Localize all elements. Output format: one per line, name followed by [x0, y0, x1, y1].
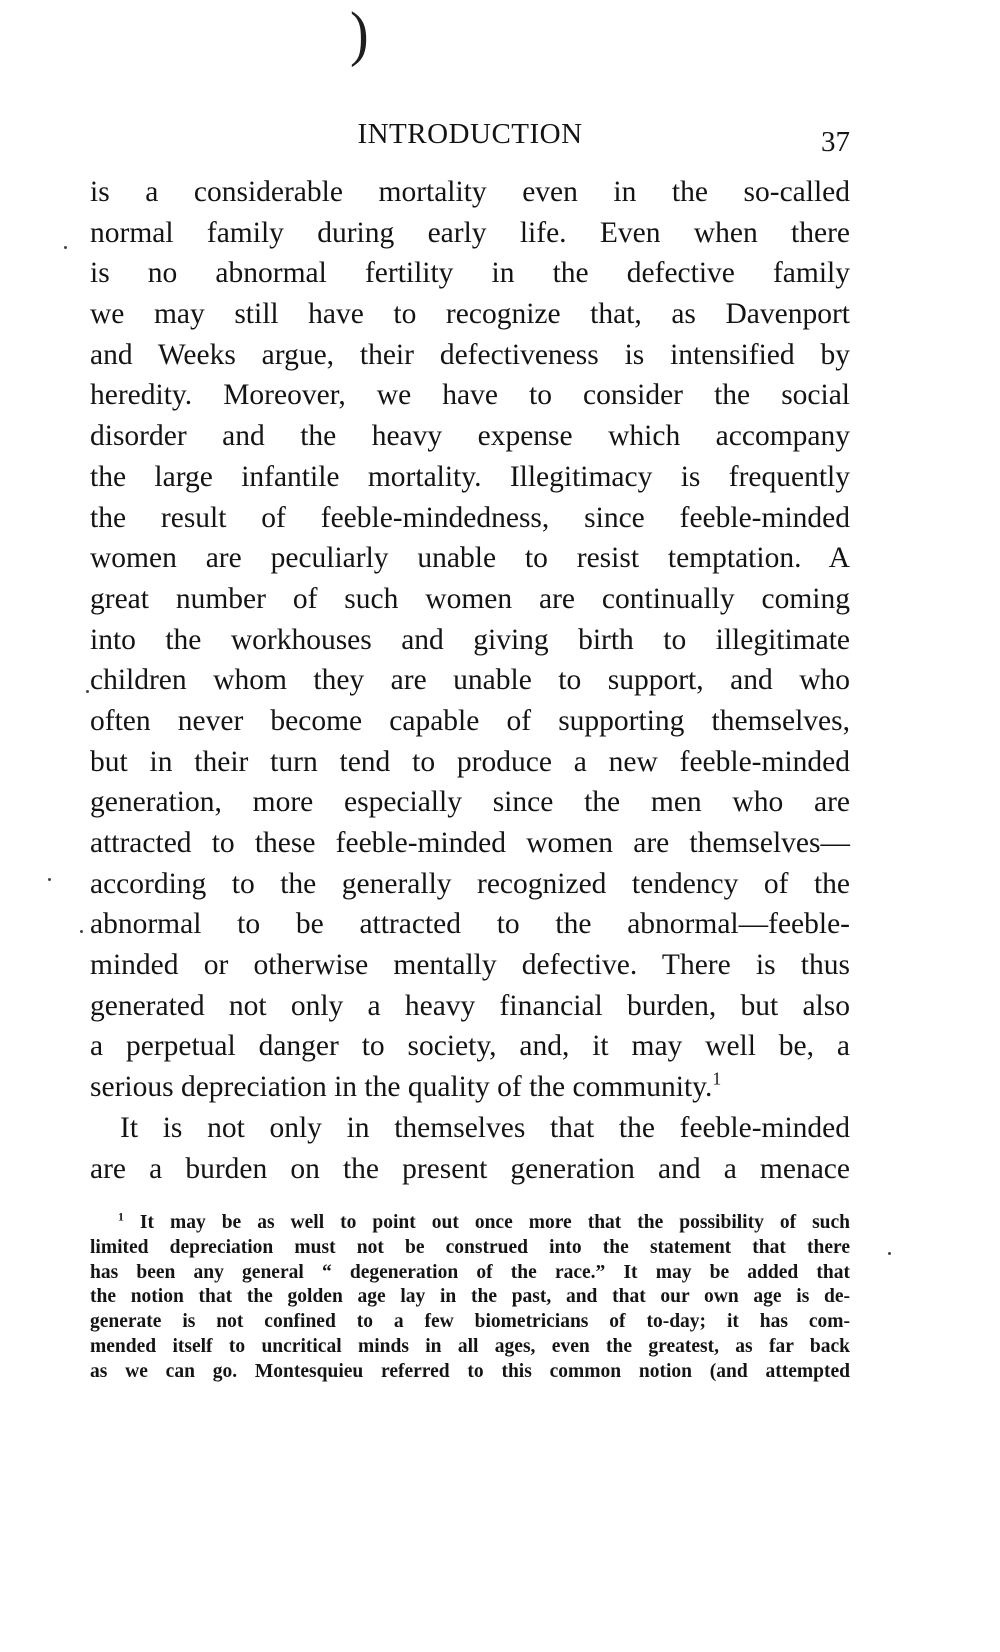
page-speck [48, 878, 51, 881]
page-speck [888, 1252, 891, 1255]
footnote-marker: 1 [118, 1210, 124, 1224]
footnote [90, 1211, 850, 1385]
body-line: It is not only in themselves that the feeble-minded [120, 1111, 850, 1144]
body-line: great number of such women are continually coming [90, 582, 850, 615]
body-line: abnormal to be attracted to the abnormal—feeble- [90, 908, 850, 941]
body-line: a perpetual danger to society, and, it may well be, a [90, 1030, 850, 1063]
page-speck [64, 246, 67, 249]
body-line: generated not only a heavy financial burden, but also [90, 989, 850, 1022]
running-title: INTRODUCTION [357, 118, 583, 150]
body-line: according to the generally recognized tendency of the [90, 867, 850, 900]
footnote-line: generate is not confined to a few biometricians of to-day; it has com- [90, 1311, 850, 1333]
body-line: often never become capable of supporting themselves, [90, 704, 850, 737]
top-margin-mark: ) [350, 0, 369, 69]
page-speck [86, 690, 89, 693]
footnote-reference: 1 [712, 1068, 722, 1089]
body-line: women are peculiarly unable to resist temptation. A [90, 542, 850, 575]
body-line: into the workhouses and giving birth to illegitimate [90, 623, 850, 656]
footnote-line: as we can go. Montesquieu referred to this common notion (and attempted [90, 1360, 850, 1382]
body-line: minded or otherwise mentally defective. There is thus [90, 949, 850, 982]
footnote-line-with-marker [90, 1211, 850, 1236]
body-line: the large infantile mortality. Illegitimacy is frequently [90, 460, 850, 493]
body-line: are a burden on the present generation and a menace [90, 1152, 850, 1185]
page-speck [80, 930, 83, 933]
footnote-line: the notion that the golden age lay in the past, and that our own age is de- [90, 1286, 850, 1308]
footnote-line: limited depreciation must not be construed into the statement that there [90, 1236, 850, 1258]
body-line: the result of feeble-mindedness, since feeble-minded [90, 501, 850, 534]
body-line: we may still have to recognize that, as Davenport [90, 298, 850, 331]
body-line: and Weeks argue, their defectiveness is intensified by [90, 338, 850, 371]
body-line: attracted to these feeble-minded women are themselves— [90, 827, 850, 859]
body-line: disorder and the heavy expense which accompany [90, 420, 850, 453]
body-line: but in their turn tend to produce a new feeble-minded [90, 745, 850, 778]
body-line: normal family during early life. Even when there [90, 216, 850, 249]
body-line: children whom they are unable to support, and who [90, 664, 850, 697]
body-line-with-footnote-ref [90, 1067, 850, 1108]
footnote-line: mended itself to uncritical minds in all ages, even the greatest, as far back [90, 1335, 850, 1357]
body-line: heredity. Moreover, we have to consider the social [90, 379, 850, 412]
footnote-line: has been any general “ degeneration of the race.” It may be added that [90, 1261, 850, 1283]
body-line: is no abnormal fertility in the defective family [90, 257, 850, 290]
body-line: generation, more especially since the men who are [90, 786, 850, 819]
footnote-line-text: It may be as well to point out once more that the possibility of such [139, 1212, 851, 1233]
page-number: 37 [821, 126, 850, 158]
body-text [90, 172, 850, 1189]
running-head [90, 118, 850, 158]
body-line: is a considerable mortality even in the so-called [90, 176, 850, 208]
body-line-text: serious depreciation in the quality of the community. [90, 1071, 713, 1104]
